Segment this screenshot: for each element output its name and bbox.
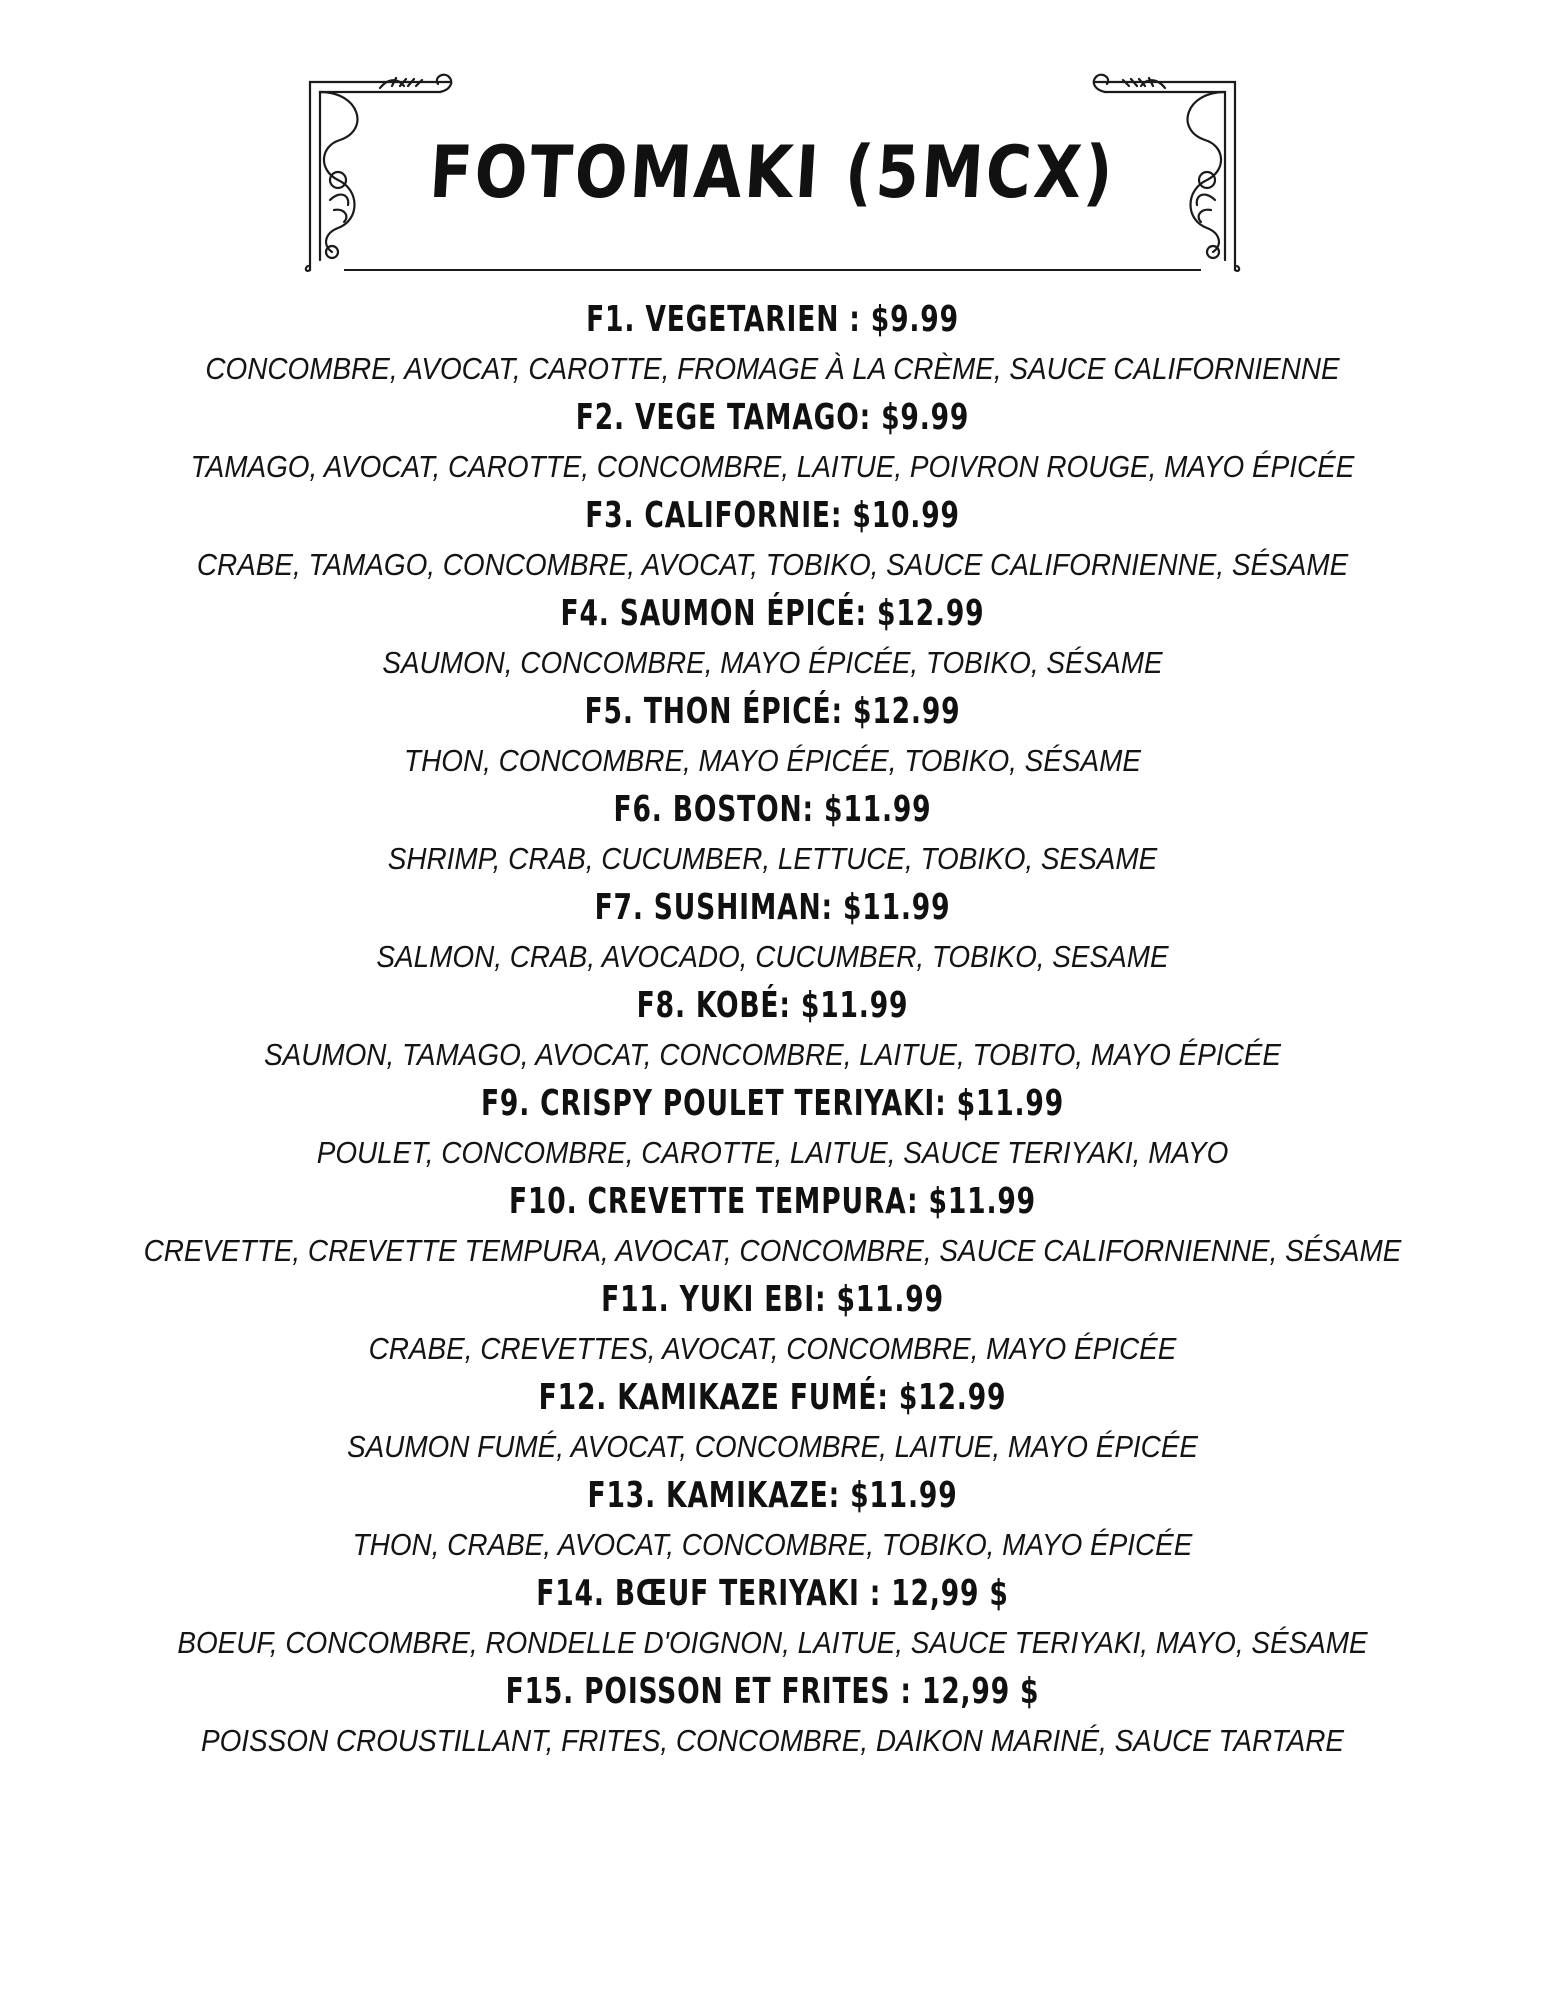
menu-item-f13 — [0, 1471, 1545, 1569]
menu-item-description: SALMON, CRAB, AVOCADO, CUCUMBER, TOBIKO, SESAME — [376, 939, 1169, 974]
menu-item-f10 — [0, 1177, 1545, 1275]
menu-item-description: SHRIMP, CRAB, CUCUMBER, LETTUCE, TOBIKO, SESAME — [387, 841, 1158, 876]
menu-item-f14 — [0, 1569, 1545, 1667]
menu-item-name: F14. BŒUF TERIYAKI : 12,99 $ — [536, 1573, 1009, 1614]
menu-item-name: F7. SUSHIMAN: $11.99 — [594, 887, 951, 928]
menu-item-name: F13. KAMIKAZE: $11.99 — [587, 1475, 958, 1516]
menu-item-description: CRABE, TAMAGO, CONCOMBRE, AVOCAT, TOBIKO, SAUCE CALIFORNIENNE, SÉSAME — [196, 547, 1349, 582]
menu-item-name: F6. BOSTON: $11.99 — [613, 789, 932, 830]
menu-item-description: CRABE, CREVETTES, AVOCAT, CONCOMBRE, MAYO ÉPICÉE — [368, 1331, 1177, 1366]
menu-list — [0, 295, 1545, 1765]
menu-item-description: THON, CONCOMBRE, MAYO ÉPICÉE, TOBIKO, SÉSAME — [404, 743, 1141, 778]
menu-item-description: CONCOMBRE, AVOCAT, CAROTTE, FROMAGE À LA CRÈME, SAUCE CALIFORNIENNE — [205, 351, 1340, 386]
menu-item-description: POISSON CROUSTILLANT, FRITES, CONCOMBRE, DAIKON MARINÉ, SAUCE TARTARE — [200, 1723, 1345, 1758]
menu-item-f9 — [0, 1079, 1545, 1177]
menu-item-f5 — [0, 687, 1545, 785]
menu-item-description: POULET, CONCOMBRE, CAROTTE, LAITUE, SAUCE TERIYAKI, MAYO — [316, 1135, 1229, 1170]
menu-item-f4 — [0, 589, 1545, 687]
menu-item-name: F5. THON ÉPICÉ: $12.99 — [584, 691, 961, 732]
menu-item-f8 — [0, 981, 1545, 1079]
page-title: FOTOMAKI (5MCX) — [427, 130, 1118, 214]
menu-header — [290, 70, 1255, 280]
menu-item-name: F4. SAUMON ÉPICÉ: $12.99 — [560, 593, 985, 634]
menu-item-description: SAUMON, TAMAGO, AVOCAT, CONCOMBRE, LAITUE, TOBITO, MAYO ÉPICÉE — [264, 1037, 1281, 1072]
menu-item-name: F10. CREVETTE TEMPURA: $11.99 — [509, 1181, 1036, 1222]
menu-item-description: THON, CRABE, AVOCAT, CONCOMBRE, TOBIKO, MAYO ÉPICÉE — [352, 1527, 1193, 1562]
menu-item-name: F1. VEGETARIEN : $9.99 — [586, 299, 959, 340]
menu-item-name: F12. KAMIKAZE FUMÉ: $12.99 — [538, 1377, 1007, 1418]
header-divider — [344, 269, 1201, 271]
menu-item-description: SAUMON FUMÉ, AVOCAT, CONCOMBRE, LAITUE, MAYO ÉPICÉE — [346, 1429, 1199, 1464]
menu-item-description: BOEUF, CONCOMBRE, RONDELLE D'OIGNON, LAITUE, SAUCE TERIYAKI, MAYO, SÉSAME — [177, 1625, 1368, 1660]
menu-item-f3 — [0, 491, 1545, 589]
menu-item-f2 — [0, 393, 1545, 491]
menu-item-name: F2. VEGE TAMAGO: $9.99 — [575, 397, 970, 438]
menu-item-f12 — [0, 1373, 1545, 1471]
menu-item-name: F3. CALIFORNIE: $10.99 — [585, 495, 960, 536]
menu-item-name: F15. POISSON ET FRITES : 12,99 $ — [505, 1671, 1040, 1712]
menu-item-description: SAUMON, CONCOMBRE, MAYO ÉPICÉE, TOBIKO, SÉSAME — [382, 645, 1163, 680]
menu-item-name: F8. KOBÉ: $11.99 — [636, 985, 909, 1026]
menu-item-f1 — [0, 295, 1545, 393]
menu-item-name: F9. CRISPY POULET TERIYAKI: $11.99 — [480, 1083, 1065, 1124]
menu-item-name: F11. YUKI EBI: $11.99 — [601, 1279, 944, 1320]
menu-item-f15 — [0, 1667, 1545, 1765]
menu-item-description: CREVETTE, CREVETTE TEMPURA, AVOCAT, CONCOMBRE, SAUCE CALIFORNIENNE, SÉSAME — [143, 1233, 1402, 1268]
menu-item-description: TAMAGO, AVOCAT, CAROTTE, CONCOMBRE, LAITUE, POIVRON ROUGE, MAYO ÉPICÉE — [190, 449, 1355, 484]
menu-item-f11 — [0, 1275, 1545, 1373]
menu-item-f6 — [0, 785, 1545, 883]
menu-item-f7 — [0, 883, 1545, 981]
